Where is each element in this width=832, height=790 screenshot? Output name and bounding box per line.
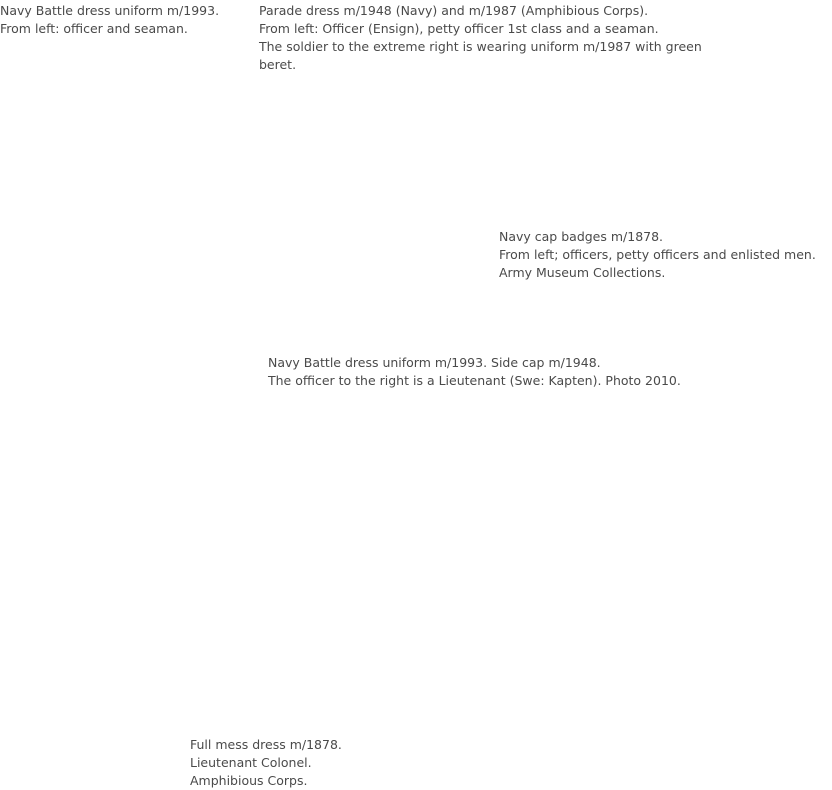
caption-line: Army Museum Collections.: [499, 265, 666, 280]
caption-line: From left: Officer (Ensign), petty officer 1st class and a seaman.: [259, 21, 659, 36]
caption-line: Navy cap badges m/1878.: [499, 229, 664, 244]
caption-battle-dress-side-cap: [268, 354, 681, 390]
caption-line: From left: officer and seaman.: [0, 21, 188, 36]
caption-line: Navy Battle dress uniform m/1993. Side cap m/1948.: [268, 355, 601, 370]
caption-full-mess-dress: [190, 736, 342, 790]
caption-line: Lieutenant Colonel.: [190, 755, 312, 770]
caption-line: The soldier to the extreme right is wearing uniform m/1987 with green: [259, 39, 702, 54]
caption-line: beret.: [259, 57, 297, 72]
caption-line: Amphibious Corps.: [190, 773, 308, 788]
caption-line: Full mess dress m/1878.: [190, 737, 342, 752]
caption-line: Parade dress m/1948 (Navy) and m/1987 (Amphibious Corps).: [259, 3, 649, 18]
caption-navy-cap-badges: [499, 228, 816, 282]
caption-battle-dress-officer-seaman: [0, 2, 219, 38]
caption-parade-dress: [259, 2, 702, 74]
caption-line: Navy Battle dress uniform m/1993.: [0, 3, 220, 18]
caption-line: The officer to the right is a Lieutenant (Swe: Kapten). Photo 2010.: [268, 373, 681, 388]
caption-line: From left; officers, petty officers and enlisted men.: [499, 247, 816, 262]
